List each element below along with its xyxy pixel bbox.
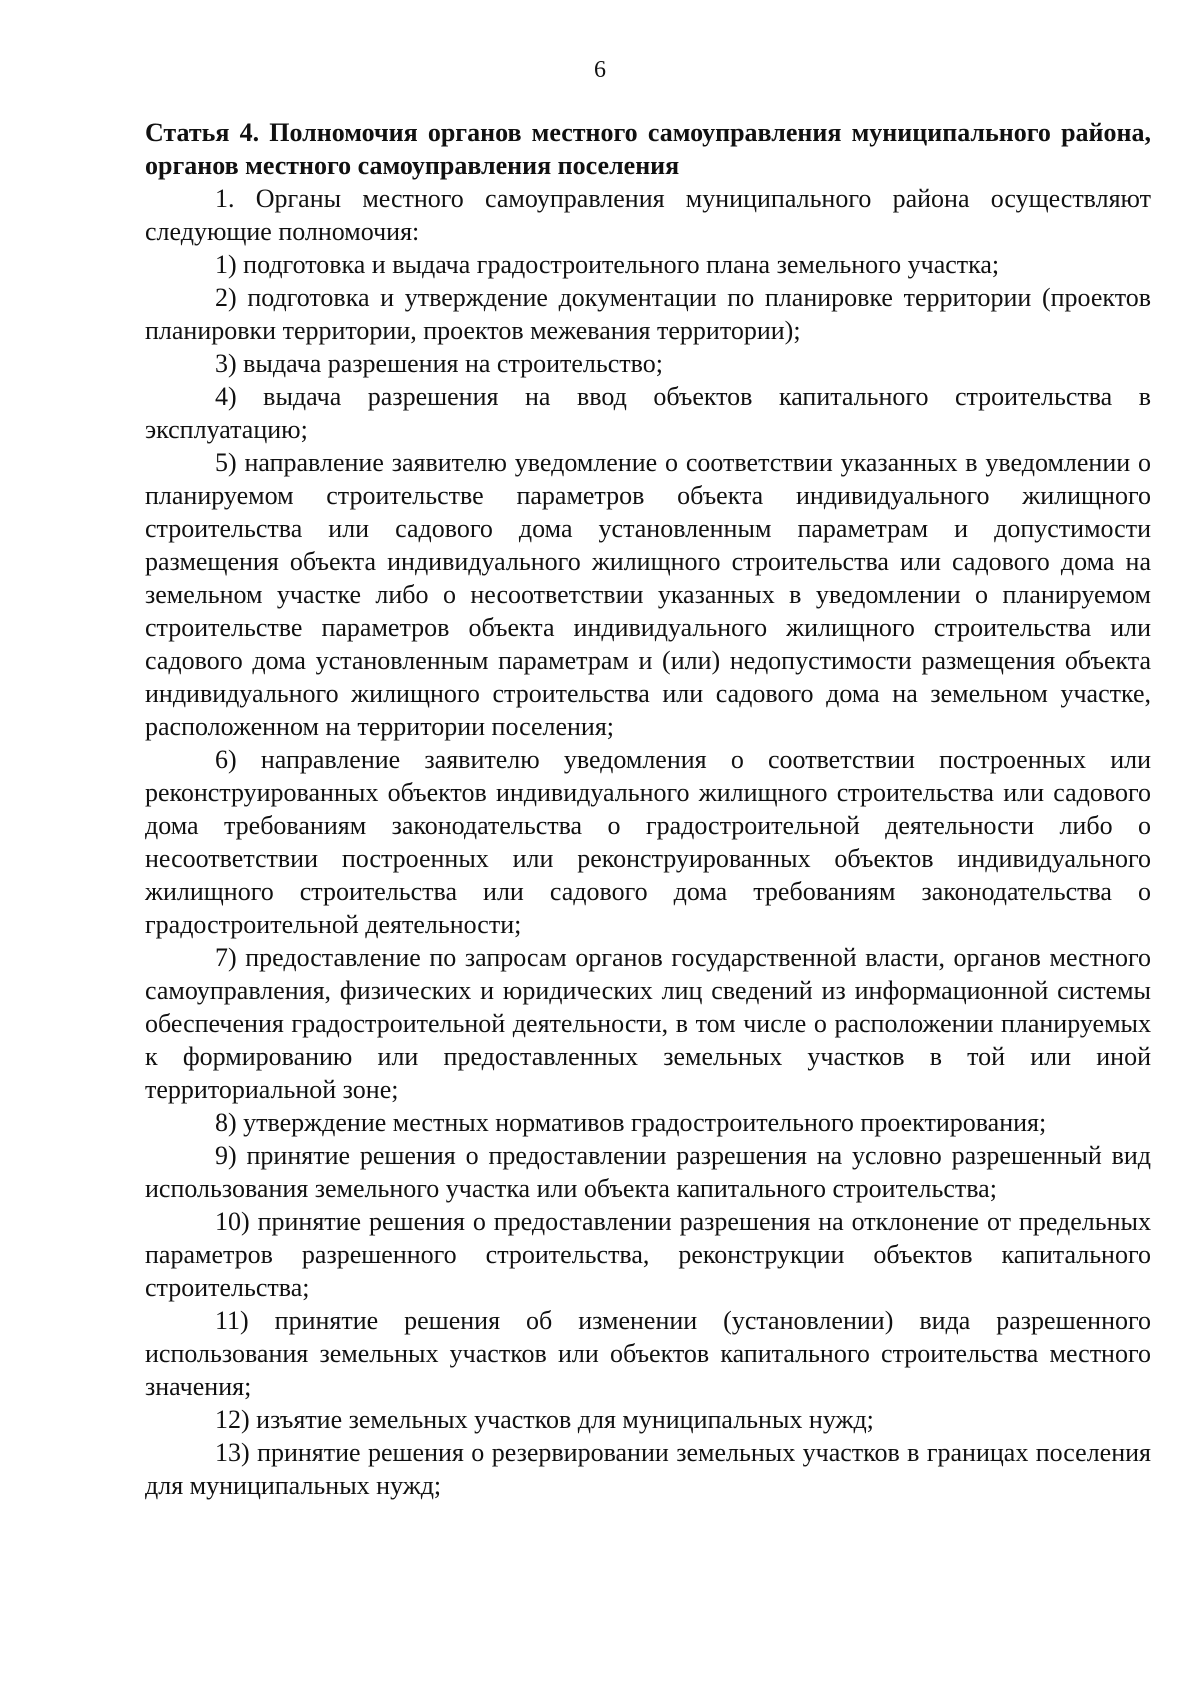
list-item-10: 10) принятие решения о предоставлении разрешения на отклонение от предельных параметров разрешенного строительства, реконструкции объектов капитального строительства; <box>145 1207 1151 1302</box>
list-item-3: 3) выдача разрешения на строительство; <box>215 349 663 378</box>
page-number: 6 <box>594 57 606 83</box>
list-item-11: 11) принятие решения об изменении (установлении) вида разрешенного использования земельных участков или объектов капитального строительства местного значения; <box>145 1306 1151 1401</box>
list-item-4: 4) выдача разрешения на ввод объектов капитального строительства в эксплуатацию; <box>145 382 1151 444</box>
list-item-8: 8) утверждение местных нормативов градостроительного проектирования; <box>215 1108 1047 1137</box>
list-item-2: 2) подготовка и утверждение документации по планировке территории (проектов планировки территории, проектов межевания территории); <box>145 283 1151 345</box>
list-item-5: 5) направление заявителю уведомление о соответствии указанных в уведомлении о планируемом строительстве параметров объекта индивидуального жилищного строительства или садового дома установленным параметрам и допустимости размещения объекта индивидуального жилищного строительства или садового дома на земельном участке либо о несоответствии указанных в уведомлении о планируемом строительстве параметров объекта индивидуального жилищного строительства или садового дома установленным параметрам и (или) недопустимости размещения объекта индивидуального жилищного строительства или садового дома на земельном участке, расположенном на территории поселения; <box>145 448 1151 741</box>
list-item-7: 7) предоставление по запросам органов государственной власти, органов местного самоуправления, физических и юридических лиц сведений из информационной системы обеспечения градостроительной деятельности, в том числе о расположении планируемых к формированию или предоставленных земельных участков в той или иной территориальной зоне; <box>145 943 1151 1104</box>
list-item-13: 13) принятие решения о резервировании земельных участков в границах поселения для муниципальных нужд; <box>145 1438 1151 1500</box>
list-item-1: 1) подготовка и выдача градостроительного плана земельного участка; <box>215 250 1000 279</box>
paragraph-intro: 1. Органы местного самоуправления муниципального района осуществляют следующие полномочия: <box>145 184 1151 246</box>
list-item-6: 6) направление заявителю уведомления о соответствии построенных или реконструированных объектов индивидуального жилищного строительства или садового дома требованиям законодательства о градостроительной деятельности либо о несоответствии построенных или реконструированных объектов индивидуального жилищного строительства или садового дома требованиям законодательства о градостроительной деятельности; <box>145 745 1151 939</box>
list-item-12: 12) изъятие земельных участков для муниципальных нужд; <box>215 1405 874 1434</box>
list-item-9: 9) принятие решения о предоставлении разрешения на условно разрешенный вид использования земельного участка или объекта капитального строительства; <box>145 1141 1151 1203</box>
article-body <box>145 116 1151 1502</box>
article-title: Статья 4. Полномочия органов местного самоуправления муниципального района, органов местного самоуправления поселения <box>145 118 1151 180</box>
